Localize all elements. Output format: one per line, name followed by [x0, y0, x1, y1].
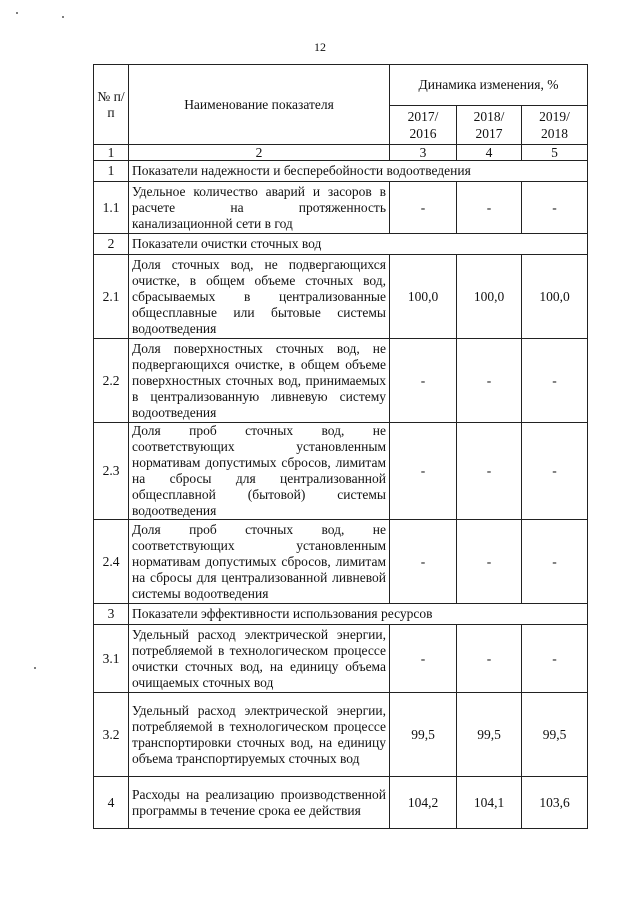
row-number: 2.1 — [94, 255, 129, 339]
value-2019-2018: - — [522, 423, 588, 520]
value-2019-2018: 103,6 — [522, 777, 588, 829]
table-row — [94, 625, 588, 693]
section-title: Показатели очистки сточных вод — [129, 234, 588, 255]
header-year: 2019/ 2018 — [522, 106, 588, 145]
row-number: 1 — [94, 161, 129, 182]
indicators-table — [93, 64, 588, 829]
value-2017-2016: 100,0 — [390, 255, 457, 339]
value-2018-2017: - — [457, 423, 522, 520]
row-number: 2.3 — [94, 423, 129, 520]
indicator-name: Удельное количество аварий и засоров в расчете на протяженность канализационной сети в год — [129, 182, 390, 234]
value-2017-2016: - — [390, 423, 457, 520]
column-index: 4 — [457, 145, 522, 161]
indicator-name: Удельный расход электрической энергии, потребляемой в технологическом процессе очистки сточных вод, на единицу объема очищаемых сточных вод — [129, 625, 390, 693]
column-index: 5 — [522, 145, 588, 161]
section-row — [94, 161, 588, 182]
section-title: Показатели надежности и бесперебойности водоотведения — [129, 161, 588, 182]
value-2017-2016: - — [390, 625, 457, 693]
indicator-name: Доля поверхностных сточных вод, не подвергающихся очистке, в общем объеме поверхностных сточных вод, принимаемых в централизованную ливневую систему водоотведения — [129, 339, 390, 423]
scan-speck — [34, 667, 36, 669]
row-number: 1.1 — [94, 182, 129, 234]
table-row — [94, 182, 588, 234]
row-number: 2.4 — [94, 520, 129, 604]
header-name: Наименование показателя — [129, 65, 390, 145]
header-year: 2017/ 2016 — [390, 106, 457, 145]
table-row — [94, 520, 588, 604]
indicator-name: Доля сточных вод, не подвергающихся очистке, в общем объеме сточных вод, сбрасываемых в централизованные общесплавные или бытовые системы водоотведения — [129, 255, 390, 339]
indicator-name: Доля проб сточных вод, не соответствующих установленным нормативам допустимых сбросов, лимитам на сбросы для централизованной общесплавной (бытовой) системы водоотведения — [129, 423, 390, 520]
value-2018-2017: - — [457, 625, 522, 693]
indicator-name: Расходы на реализацию производственной программы в течение срока ее действия — [129, 777, 390, 829]
value-2019-2018: 99,5 — [522, 693, 588, 777]
value-2017-2016: - — [390, 339, 457, 423]
value-2017-2016: - — [390, 182, 457, 234]
section-row — [94, 234, 588, 255]
table-row — [94, 255, 588, 339]
value-2019-2018: 100,0 — [522, 255, 588, 339]
table-row — [94, 693, 588, 777]
value-2018-2017: - — [457, 520, 522, 604]
value-2019-2018: - — [522, 625, 588, 693]
value-2018-2017: - — [457, 182, 522, 234]
table-row — [94, 777, 588, 829]
value-2018-2017: 100,0 — [457, 255, 522, 339]
value-2017-2016: 99,5 — [390, 693, 457, 777]
value-2018-2017: 104,1 — [457, 777, 522, 829]
table-row — [94, 423, 588, 520]
indicator-name: Доля проб сточных вод, не соответствующих установленным нормативам допустимых сбросов, лимитам на сбросы для централизованной ливневой системы водоотведения — [129, 520, 390, 604]
scan-speck — [62, 16, 64, 18]
value-2017-2016: - — [390, 520, 457, 604]
row-number: 2 — [94, 234, 129, 255]
header-dynamics: Динамика изменения, % — [390, 65, 588, 106]
value-2017-2016: 104,2 — [390, 777, 457, 829]
value-2019-2018: - — [522, 339, 588, 423]
header-num: № п/п — [94, 65, 129, 145]
value-2019-2018: - — [522, 182, 588, 234]
column-index: 2 — [129, 145, 390, 161]
row-number: 3.1 — [94, 625, 129, 693]
section-title: Показатели эффективности использования ресурсов — [129, 604, 588, 625]
column-index-row — [94, 145, 588, 161]
table-row — [94, 339, 588, 423]
page-number: 12 — [314, 40, 326, 54]
value-2019-2018: - — [522, 520, 588, 604]
value-2018-2017: - — [457, 339, 522, 423]
column-index: 1 — [94, 145, 129, 161]
column-index: 3 — [390, 145, 457, 161]
row-number: 3 — [94, 604, 129, 625]
value-2018-2017: 99,5 — [457, 693, 522, 777]
indicator-name: Удельный расход электрической энергии, потребляемой в технологическом процессе транспортировки сточных вод, на единицу объема транспортируемых сточных вод — [129, 693, 390, 777]
scan-speck — [16, 12, 18, 14]
row-number: 4 — [94, 777, 129, 829]
row-number: 2.2 — [94, 339, 129, 423]
row-number: 3.2 — [94, 693, 129, 777]
table-header-row — [94, 65, 588, 106]
section-row — [94, 604, 588, 625]
header-year: 2018/ 2017 — [457, 106, 522, 145]
